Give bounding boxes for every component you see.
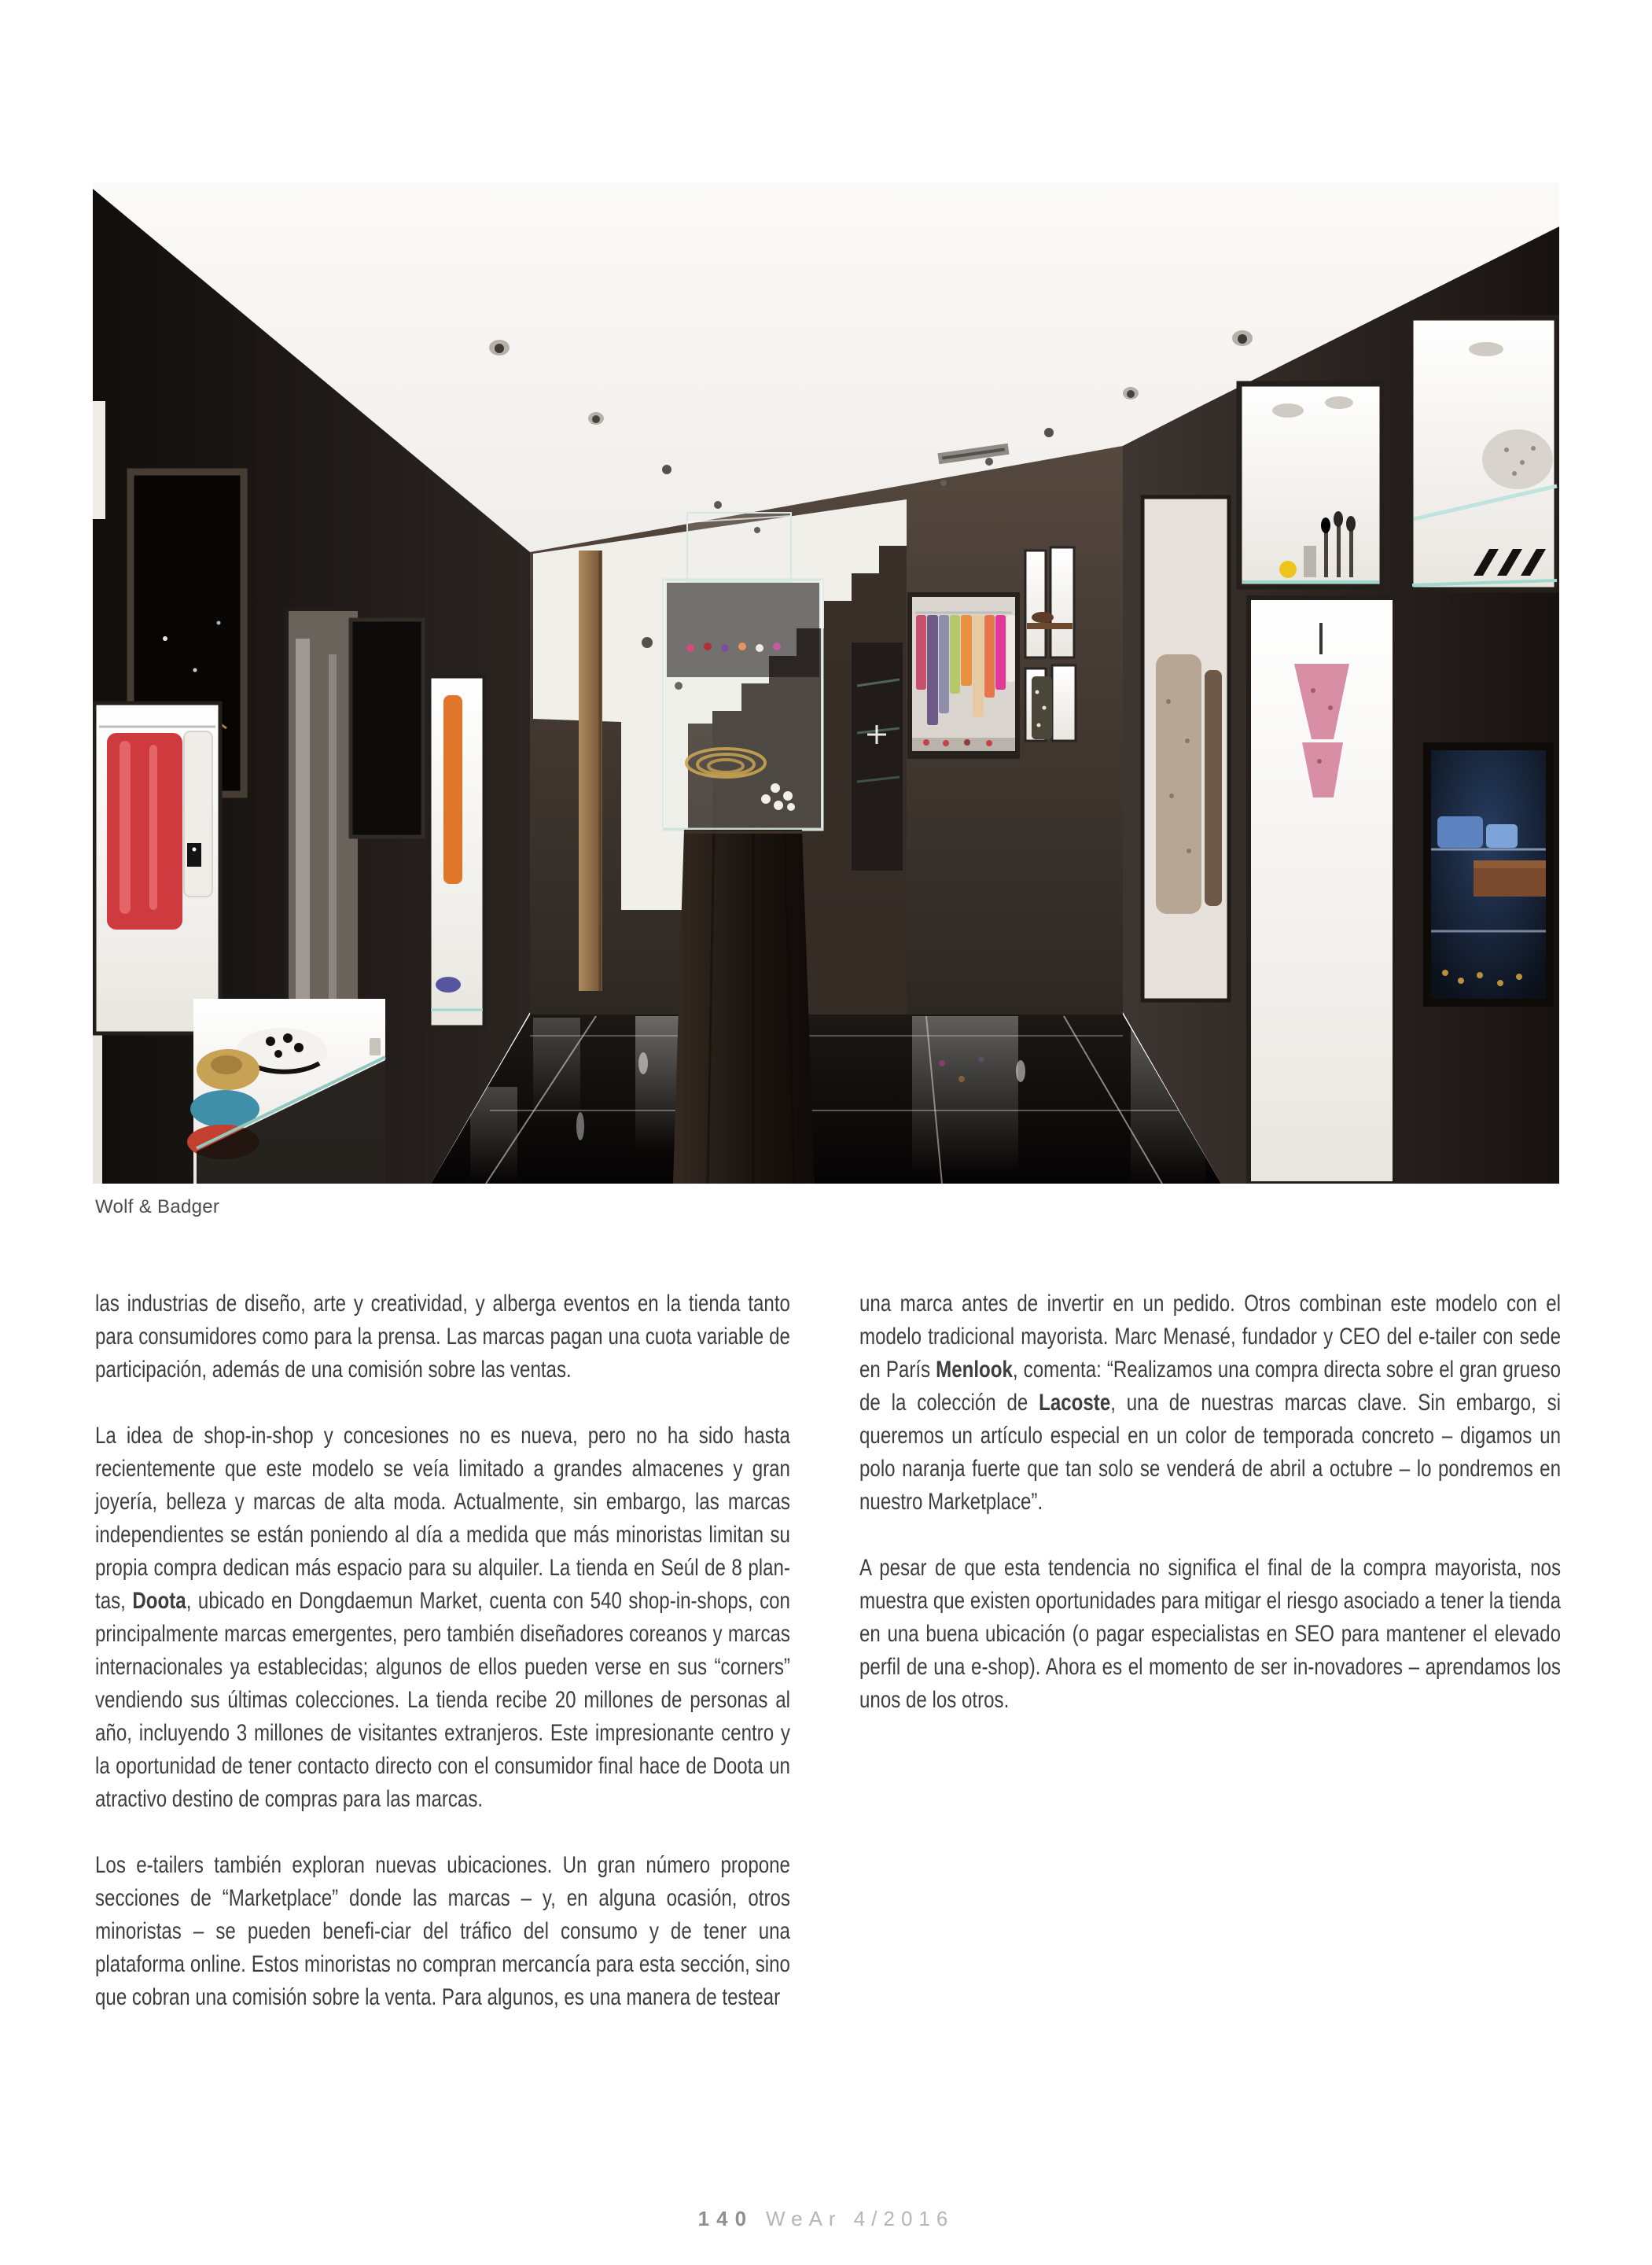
niche-beige-dress: [1142, 497, 1229, 1000]
niche-accessories: [1411, 318, 1557, 590]
article-paragraph: La idea de shop-in-shop y concesiones no es nueva, pero no ha sido hasta recientemente que este modelo se veía limitado a grandes almacenes y gran joyería, belleza y marcas de alta moda. Actualmente, sin embargo, las marcas independientes se están poniendo al día a medida que más minoristas limitan su propia compra dedican más espacio para su alquiler. La tienda en Seúl de 8 plan-tas, Doota, ubicado en Dongdaemun Market, cuenta con 540 shop-in-shops, con principalmente marcas emergentes, pero también diseñadores coreanos y marcas internacionales ya establecidas; algunos de ellos pueden verse en sus “corners” vendiendo sus últimas colecciones. La tienda recibe 20 millones de personas al año, incluyendo 3 millones de visitantes extranjeros. Este impresionante centro y la oportunidad de tener contacto directo con el consumidor final hace de Doota un atractivo destino de compras para las marcas.: [95, 1423, 790, 1812]
store-photo: [93, 182, 1559, 1184]
small-dark-mirror: [351, 620, 423, 837]
article-paragraph: una marca antes de invertir en un pedido. Otros combinan este modelo con el modelo tradicional mayorista. Marc Menasé, fundador y CEO del e-tailer con sede en París Menlook, comenta: “Realizamos una compra directa sobre el gran grueso de la colección de Lacoste, una de nuestras marcas clave. Sin embargo, si queremos un artículo especial en un color de temporada concreto – digamos un polo naranja fuerte que tan solo se venderá de abril a octubre – lo pondremos en nuestro Marketplace”.: [859, 1291, 1562, 1515]
niche-orange-garment: [429, 676, 484, 1027]
article-paragraph: Los e-tailers también exploran nuevas ubicaciones. Un gran número propone secciones de “Marketplace” donde las marcas – y, en alguna ocasión, otros minoristas – se pueden benefi-ciar del tráfico del consumo y de tener una plataforma online. Estos minoristas no compran mercancía para esta sección, sino que cobran una comisión sobre la venta. Para algunos, es una manera de testear: [95, 1852, 790, 2010]
page-footer: [0, 2207, 1652, 2231]
wooden-post: [579, 551, 602, 991]
hat-shelf-niche: [187, 999, 385, 1184]
wall-outlet: [370, 1038, 381, 1055]
issue-label: WeAr 4/2016: [766, 2207, 955, 2230]
niche-pink-garment: [1249, 598, 1395, 1184]
article-column-right: [859, 1287, 1561, 1750]
jewellery-display-case: [664, 513, 822, 1184]
article-paragraph: las industrias de diseño, arte y creatividad, y alberga eventos en la tienda tanto para consumidores como para la prensa. Las marcas pagan una cuota variable de participación, además de una comisión sobre las ventas.: [95, 1291, 790, 1383]
photo-caption: Wolf & Badger: [95, 1196, 220, 1217]
clothes-rack-alcove: [907, 592, 1020, 759]
mirror-panel: [852, 643, 903, 871]
article-paragraph: A pesar de que esta tendencia no significa el final de la compra mayorista, nos muestra que existen oportunidades para mitigar el riesgo asociado a tener la tienda en una buena ubicación (o pagar especialistas en SEO para mantener el elevado perfil de una e-shop). Ahora es el momento de ser in-novadores – aprendamos los unos de los otros.: [859, 1555, 1561, 1713]
store-photo-illustration: [93, 182, 1559, 1184]
blue-display-case: [1423, 742, 1554, 1007]
article-column-left: [95, 1287, 790, 2047]
niche-red-jacket: [94, 703, 220, 1033]
floor: [431, 1015, 1221, 1184]
back-right-niches: [1025, 547, 1076, 741]
page-number: 140: [697, 2207, 754, 2230]
niche-brushes: [1239, 384, 1382, 587]
